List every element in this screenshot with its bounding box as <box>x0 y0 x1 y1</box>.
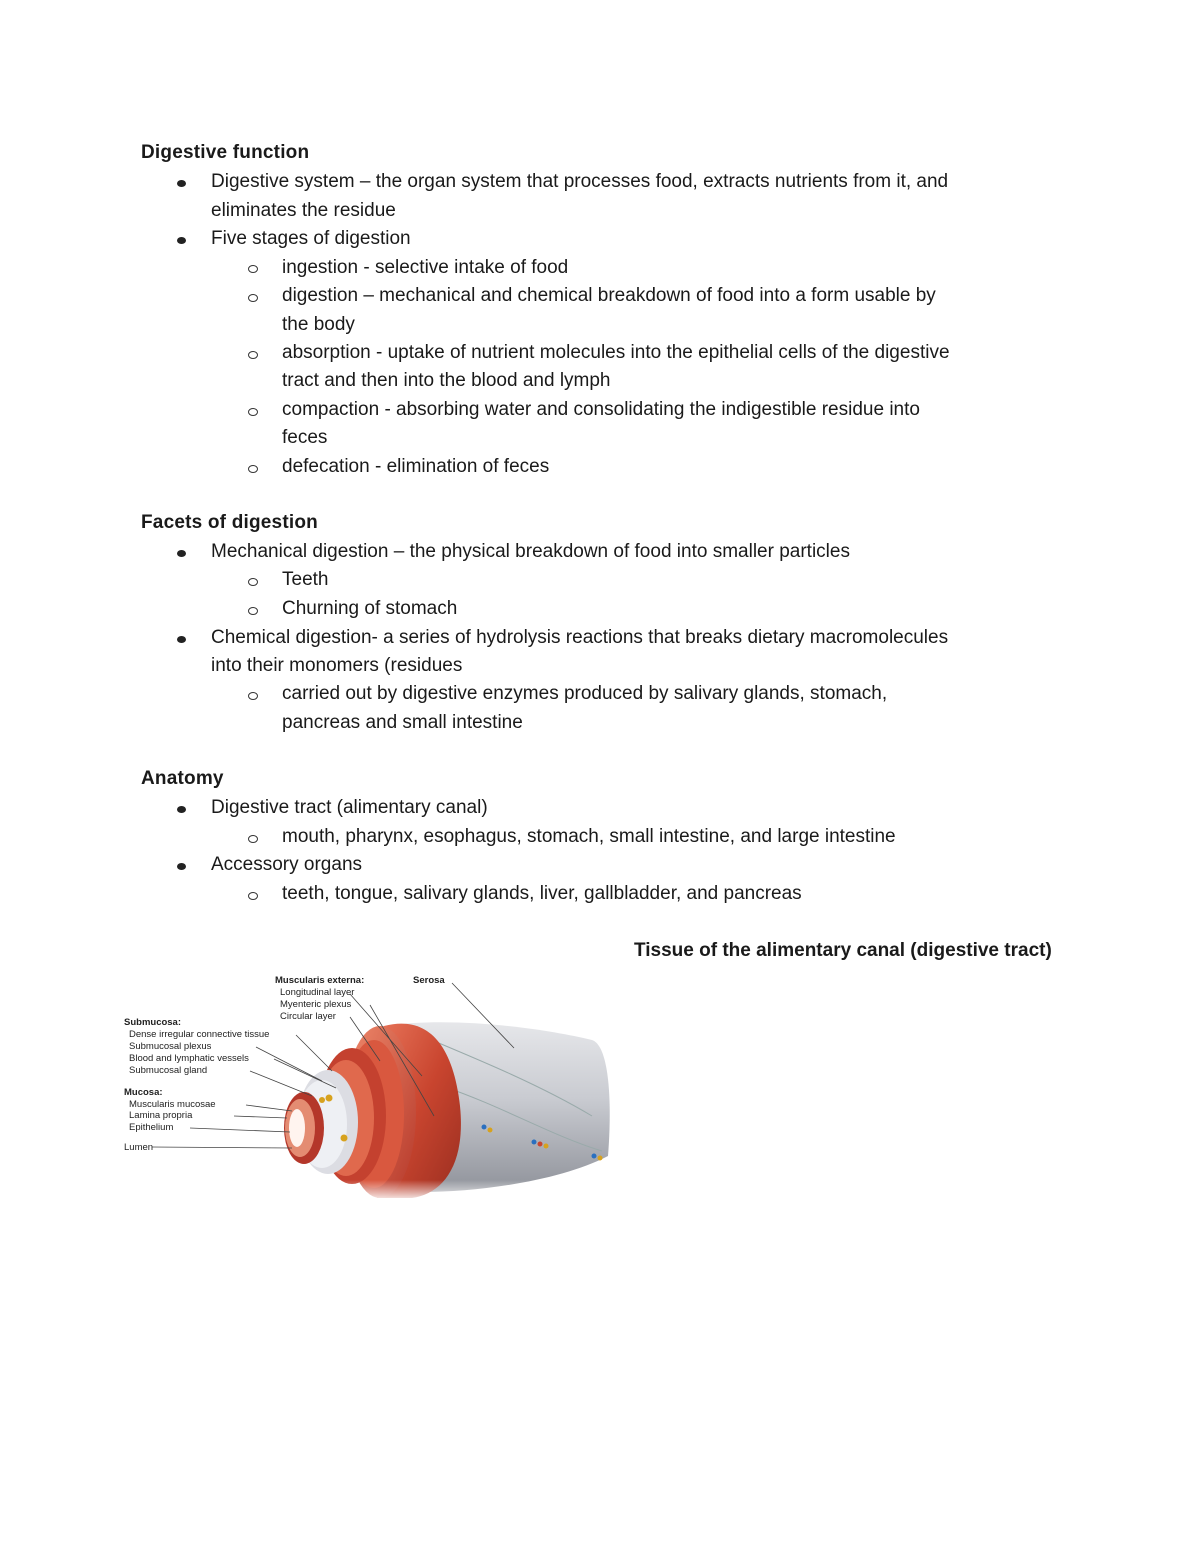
list-item: teeth, tongue, salivary glands, liver, gallbladder, and pancreas <box>282 883 802 904</box>
bullet-dot <box>177 863 186 870</box>
label-circular-layer: Circular layer <box>280 1011 336 1022</box>
bullet-dot <box>177 237 186 244</box>
list-item-continuation: into their monomers (residues <box>211 655 463 676</box>
list-item-continuation: tract and then into the blood and lymph <box>282 370 611 391</box>
label-lumen: Lumen <box>124 1142 154 1153</box>
list-item: digestion – mechanical and chemical breakdown of food into a form usable by <box>282 285 936 306</box>
list-item: Digestive tract (alimentary canal) <box>211 797 488 818</box>
list-item-continuation: the body <box>282 314 355 335</box>
list-item: Mechanical digestion – the physical breakdown of food into smaller particles <box>211 541 850 562</box>
label-longitudinal-layer: Longitudinal layer <box>280 987 355 998</box>
label-muscularis-mucosae: Muscularis mucosae <box>129 1099 216 1110</box>
bullet-dot <box>177 550 186 557</box>
list-item: Five stages of digestion <box>211 228 411 249</box>
label-serosa: Serosa <box>413 975 445 986</box>
label-lamina-propria: Lamina propria <box>129 1110 193 1121</box>
section-heading: Facets of digestion <box>141 512 318 533</box>
list-item-continuation: feces <box>282 427 328 448</box>
bullet-dot <box>177 636 186 643</box>
bullet-dot <box>177 806 186 813</box>
label-submucosal-gland: Submucosal gland <box>129 1065 208 1076</box>
list-item: Chemical digestion- a series of hydrolysis reactions that breaks dietary macromolecules <box>211 627 949 648</box>
bullet-circle <box>248 835 258 843</box>
label-submucosa: Submucosa: <box>124 1017 182 1028</box>
label-myenteric-plexus: Myenteric plexus <box>280 999 352 1010</box>
section-heading: Anatomy <box>141 768 224 789</box>
list-item-continuation: eliminates the residue <box>211 200 396 221</box>
bullet-circle <box>248 351 258 359</box>
label-dense-connective-tissue: Dense irregular connective tissue <box>129 1029 270 1040</box>
list-item: ingestion - selective intake of food <box>282 257 569 278</box>
list-item: defecation - elimination of feces <box>282 456 550 477</box>
list-item: Teeth <box>282 569 329 590</box>
bullet-circle <box>248 294 258 302</box>
list-item-continuation: pancreas and small intestine <box>282 712 523 733</box>
list-item: carried out by digestive enzymes produced by salivary glands, stomach, <box>282 683 888 704</box>
label-epithelium: Epithelium <box>129 1122 174 1133</box>
bullet-circle <box>248 265 258 273</box>
alimentary-canal-diagram <box>122 966 612 1202</box>
label-muscularis-externa: Muscularis externa: <box>275 975 365 986</box>
bullet-circle <box>248 465 258 473</box>
bullet-dot <box>177 180 186 187</box>
label-submucosal-plexus: Submucosal plexus <box>129 1041 212 1052</box>
bullet-circle <box>248 692 258 700</box>
label-mucosa: Mucosa: <box>124 1087 163 1098</box>
list-item: absorption - uptake of nutrient molecules into the epithelial cells of the digestive <box>282 342 950 363</box>
list-item: mouth, pharynx, esophagus, stomach, small intestine, and large intestine <box>282 826 896 847</box>
bullet-circle <box>248 578 258 586</box>
list-item: Digestive system – the organ system that processes food, extracts nutrients from it, and <box>211 171 949 192</box>
section-heading: Digestive function <box>141 142 310 163</box>
figure-caption: Tissue of the alimentary canal (digestive tract) <box>634 940 1052 961</box>
list-item: Churning of stomach <box>282 598 458 619</box>
bullet-circle <box>248 408 258 416</box>
list-item: compaction - absorbing water and consolidating the indigestible residue into <box>282 399 920 420</box>
label-blood-lymphatic-vessels: Blood and lymphatic vessels <box>129 1053 249 1064</box>
list-item: Accessory organs <box>211 854 363 875</box>
bullet-circle <box>248 892 258 900</box>
lumen <box>289 1109 305 1147</box>
bullet-circle <box>248 607 258 615</box>
